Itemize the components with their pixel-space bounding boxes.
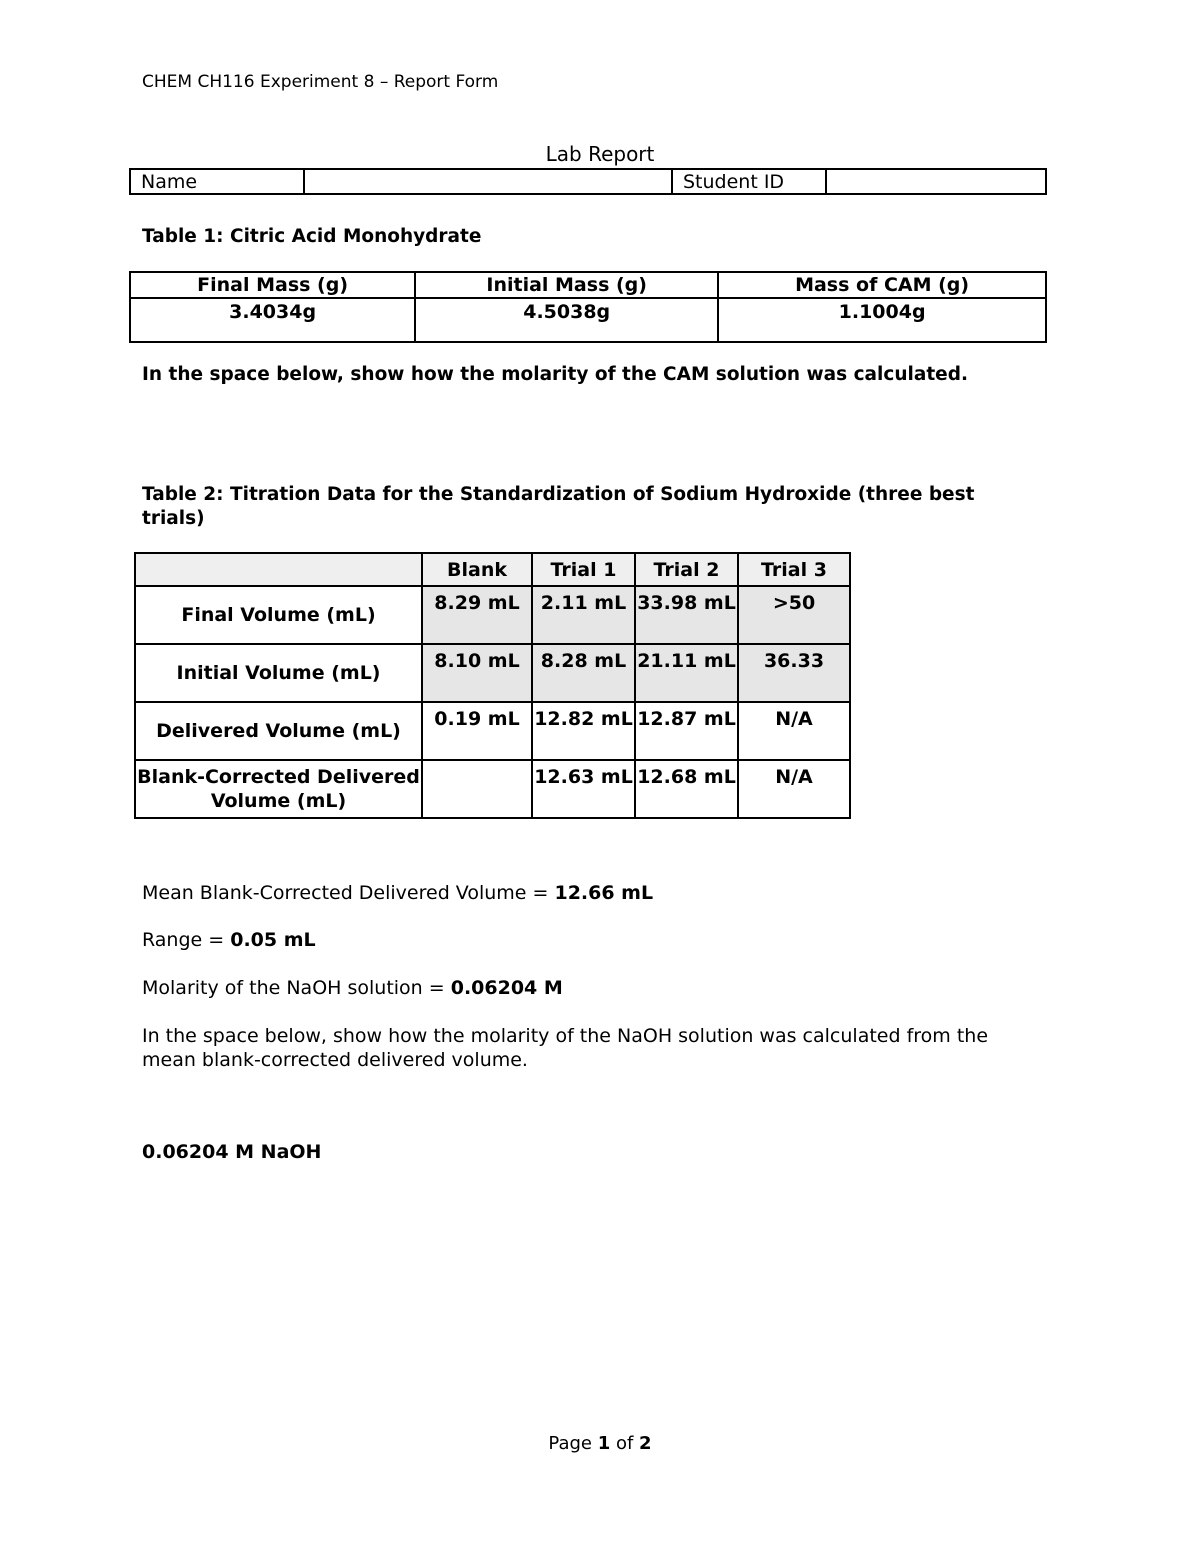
table2-header-trial2: Trial 2 bbox=[635, 553, 738, 586]
row-label-initial-volume: Initial Volume (mL) bbox=[135, 644, 422, 702]
final-volume-trial2: 33.98 mL bbox=[635, 586, 738, 644]
table-row bbox=[135, 586, 850, 644]
range-line bbox=[142, 929, 316, 951]
final-volume-trial3: >50 bbox=[738, 586, 850, 644]
initial-volume-trial1: 8.28 mL bbox=[532, 644, 635, 702]
table-row bbox=[135, 644, 850, 702]
name-field[interactable] bbox=[304, 169, 672, 194]
mean-volume-label: Mean Blank-Corrected Delivered Volume = bbox=[142, 882, 555, 904]
initial-volume-blank: 8.10 mL bbox=[422, 644, 532, 702]
blank-corrected-blank bbox=[422, 760, 532, 818]
page-total: 2 bbox=[639, 1433, 652, 1454]
blank-corrected-trial2: 12.68 mL bbox=[635, 760, 738, 818]
delivered-volume-trial1: 12.82 mL bbox=[532, 702, 635, 760]
student-id-field[interactable] bbox=[826, 169, 1046, 194]
table1-header-initial-mass: Initial Mass (g) bbox=[415, 272, 718, 298]
table-row bbox=[135, 702, 850, 760]
page-footer bbox=[0, 1433, 1200, 1454]
initial-volume-trial3: 36.33 bbox=[738, 644, 850, 702]
table2-header-blank: Blank bbox=[422, 553, 532, 586]
naoh-calc-prompt: In the space below, show how the molarity of the NaOH solution was calculated from the mean blank-corrected delivered volume. bbox=[142, 1025, 989, 1071]
table2-header-corner bbox=[135, 553, 422, 586]
page-current: 1 bbox=[597, 1433, 611, 1454]
name-label: Name bbox=[130, 169, 304, 194]
delivered-volume-blank: 0.19 mL bbox=[422, 702, 532, 760]
initial-volume-trial2: 21.11 mL bbox=[635, 644, 738, 702]
table2-caption: Table 2: Titration Data for the Standardization of Sodium Hydroxide (three best trials) bbox=[142, 484, 975, 529]
student-id-label: Student ID bbox=[672, 169, 826, 194]
range-value: 0.05 mL bbox=[230, 929, 316, 951]
naoh-molarity-line bbox=[142, 977, 563, 999]
table1-caption: Table 1: Citric Acid Monohydrate bbox=[142, 226, 482, 247]
delivered-volume-trial2: 12.87 mL bbox=[635, 702, 738, 760]
row-label-delivered-volume: Delivered Volume (mL) bbox=[135, 702, 422, 760]
name-id-table bbox=[129, 168, 1047, 195]
table1-initial-mass: 4.5038g bbox=[415, 298, 718, 342]
table-row bbox=[135, 760, 850, 818]
table1-final-mass: 3.4034g bbox=[130, 298, 415, 342]
lab-report-title: Lab Report bbox=[545, 142, 655, 166]
blank-corrected-trial3: N/A bbox=[738, 760, 850, 818]
titration-table bbox=[134, 552, 851, 819]
table1-header-final-mass: Final Mass (g) bbox=[130, 272, 415, 298]
final-volume-blank: 8.29 mL bbox=[422, 586, 532, 644]
naoh-molarity-label: Molarity of the NaOH solution = bbox=[142, 977, 451, 999]
table2-header-trial3: Trial 3 bbox=[738, 553, 850, 586]
naoh-molarity-value: 0.06204 M bbox=[450, 977, 563, 999]
delivered-volume-trial3: N/A bbox=[738, 702, 850, 760]
mean-volume-value: 12.66 mL bbox=[554, 882, 654, 904]
mean-volume-line bbox=[142, 882, 653, 904]
cam-molarity-prompt: In the space below, show how the molarity of the CAM solution was calculated. bbox=[142, 364, 968, 385]
table1-header-mass-cam: Mass of CAM (g) bbox=[718, 272, 1046, 298]
page-label: Page bbox=[548, 1433, 598, 1454]
document-header: CHEM CH116 Experiment 8 – Report Form bbox=[142, 72, 499, 92]
final-answer: 0.06204 M NaOH bbox=[142, 1141, 322, 1163]
row-label-final-volume: Final Volume (mL) bbox=[135, 586, 422, 644]
blank-corrected-trial1: 12.63 mL bbox=[532, 760, 635, 818]
of-label: of bbox=[610, 1433, 640, 1454]
citric-acid-table bbox=[129, 271, 1047, 343]
table2-header-trial1: Trial 1 bbox=[532, 553, 635, 586]
table1-mass-cam: 1.1004g bbox=[718, 298, 1046, 342]
final-volume-trial1: 2.11 mL bbox=[532, 586, 635, 644]
range-label: Range = bbox=[142, 929, 231, 951]
row-label-blank-corrected: Blank-Corrected Delivered Volume (mL) bbox=[135, 760, 422, 818]
